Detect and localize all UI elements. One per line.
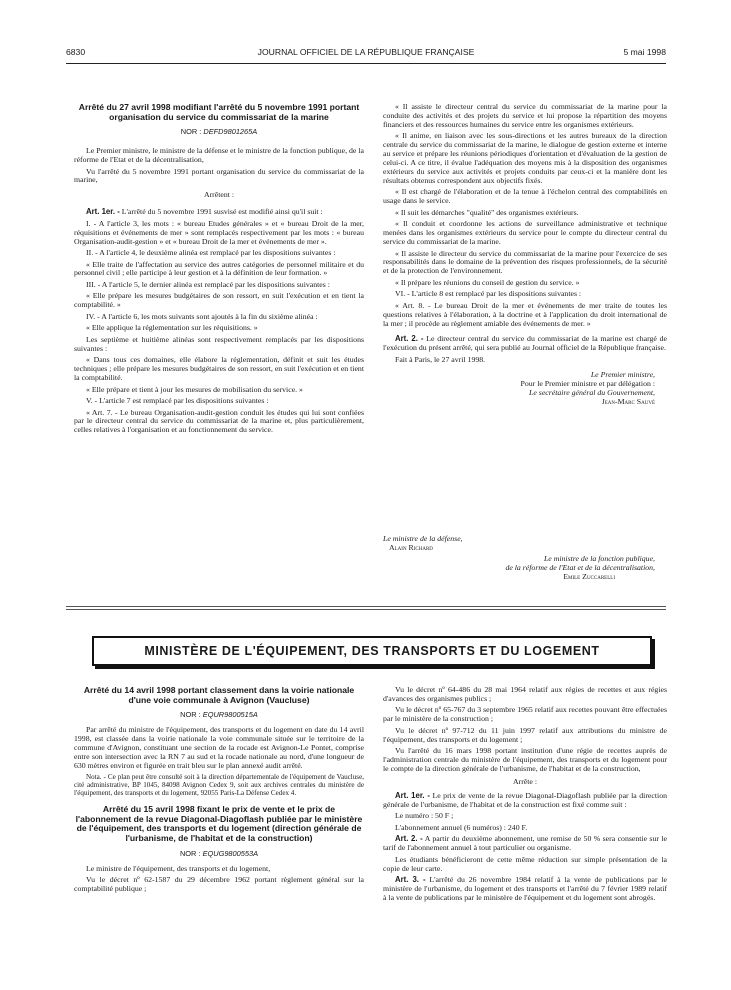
signature-line: Le secrétaire général du Gouvernement,	[529, 388, 655, 398]
decree3-students: Les étudiants bénéficieront de cette même réduction sur simple présentation de la copie de leur carte.	[383, 854, 667, 873]
decree1-item-vi: VI. - L'article 8 est remplacé par les dispositions suivantes :	[395, 289, 582, 299]
decree1-r7: « Il prépare les réunions du conseil de gestion du service. »	[395, 277, 580, 287]
signature-line: Le Premier ministre,	[590, 370, 655, 380]
decree3-nor-code: EQUG9800553A	[202, 848, 259, 858]
decree1-arretent: Arrêtent :	[203, 190, 235, 200]
decree1-item-iv: IV. - A l'article 6, les mots suivants sont ajoutés à la fin du sixième alinéa :	[86, 311, 318, 321]
section-rule	[66, 609, 666, 610]
decree1-nor-code: DEFD9801265A	[203, 127, 258, 137]
article-label: Art. 3. -	[395, 875, 426, 885]
decree1-vu: Vu l'arrêté du 5 novembre 1991 portant organisation du service du commissariat de la marine,	[74, 166, 364, 185]
decree3-vu: Vu le décret nº 65-767 du 3 septembre 1965 relatif aux recettes pouvant être effectuées par le ministère de la construction ;	[383, 705, 667, 724]
decree1-r5: « Il conduit et coordonne les actions de surveillance administrative et technique menées dans les organismes extérieurs du service pour le compte du directeur central du service du commissariat de la marine.	[383, 219, 667, 247]
decree1-r2: « Il anime, en liaison avec les sous-directions et les autres bureaux de la direction centrale du service du commissariat de la marine, le dialogue de gestion externe et interne au service et prépare les réunions périodiques d'orientation et d'évaluation de la gestion de celui-ci. A ce titre, il évalue l'adéquation des moyens mis à la disposition des organismes extérieurs du service aux activités et projets conduits par ceux-ci et la manière dont les résultats obtenus correspondent aux objectifs fixés.	[383, 131, 667, 185]
journal-title: JOURNAL OFFICIEL DE LA RÉPUBLIQUE FRANÇAISE	[257, 47, 475, 57]
decree3-vu: Vu le décret nº 97-712 du 11 juin 1997 relatif aux attributions du ministre de l'équipement, des transports et du logement ;	[383, 725, 667, 744]
signature-line: Le ministre de la défense,	[383, 534, 463, 543]
decree3-art2: Art. 2. - A partir du deuxième abonnement, une remise de 50 % sera consentie sur le tarif de l'abonnement annuel à tout particulier ou organisme.	[383, 834, 667, 853]
signatory-name: Jean-Marc Sauvé	[601, 397, 655, 407]
section-rule	[66, 606, 666, 607]
article-label: Art. 1er. -	[395, 790, 430, 800]
header-rule	[66, 63, 666, 64]
decree3-price-subscription: L'abonnement annuel (6 numéros) : 240 F.	[395, 822, 528, 832]
decree1-item-v: V. - L'article 7 est remplacé par les dispositions suivantes :	[86, 396, 269, 406]
decree1-quote-mobilisation: « Elle prépare et tient à jour les mesures de mobilisation du service. »	[86, 384, 303, 394]
decree1-quote-domaines: « Dans tous ces domaines, elle élabore la réglementation, définit et suit les études techniques ; elle prépare les mesures budgétaires de son ressort, en suit l'exécution et en tient la comptabilité.	[74, 355, 364, 383]
decree1-r6: « Il assiste le directeur du service du commissariat de la marine pour l'exercice de ses responsabilités dans le domaine de la prévention des risques professionnels, de la sécurité et de la protection de l'environnement.	[383, 248, 667, 276]
article-label: Art. 2. -	[395, 333, 424, 343]
ministry-banner: MINISTÈRE DE L'ÉQUIPEMENT, DES TRANSPORTS ET DU LOGEMENT	[92, 636, 652, 666]
decree1-left-column	[74, 103, 364, 438]
decree2-column	[74, 686, 364, 896]
article-label: Art. 2. -	[395, 834, 423, 844]
decree3-art3: Art. 3. - L'arrêté du 26 novembre 1984 relatif à la vente de publications par le ministère de l'urbanisme, du logement et des transports et l'arrêté du 7 février 1989 relatif à la vente de publications par le ministère de l'équipement et du logement sont abrogés.	[383, 875, 667, 902]
decree1-r1: « Il assiste le directeur central du service du commissariat de la marine pour la conduite des activités et des projets du service et lui propose la répartition des moyens financiers et des ressources humaines du service entre les organismes extérieurs.	[383, 102, 667, 129]
decree1-art1: Art. 1er. - L'arrêté du 5 novembre 1991 susvisé est modifié ainsi qu'il suit :	[86, 207, 323, 217]
decree2-nor-code: EQUR9800515A	[202, 710, 258, 720]
decree1-item-ii: II. - A l'article 4, le deuxième alinéa est remplacé par les dispositions suivantes :	[86, 248, 336, 258]
page-header	[66, 47, 666, 61]
article-label: Art. 1er. -	[86, 207, 120, 217]
signature-line: de la réforme de l'Etat et de la décentralisation,	[505, 563, 655, 573]
signatory-name: Emile Zuccarelli	[563, 572, 615, 582]
decree3-title: Arrêté du 15 avril 1998 fixant le prix de vente et le prix de l'abonnement de la revue Diagonal-Diagoflash publiée par le ministère de l'équipement, des transports et du logement (direction générale de l'urbanisme, de l'habitat et de la construction)	[75, 804, 363, 843]
decree1-signatures	[383, 535, 667, 585]
decree3-price-number: Le numéro : 50 F ;	[395, 811, 454, 821]
decree3-vu: Vu le décret nº 64-486 du 28 mai 1964 relatif aux régies de recettes et aux régies d'avances des organismes publics ;	[383, 685, 667, 703]
decree3-vu: Vu l'arrêté du 16 mars 1998 portant institution d'une régie de recettes auprès de l'administration centrale du ministère de l'équipement, des transports et du logement pour le compte de la direction générale de l'urbanisme, de l'habitat et de la construction,	[383, 746, 667, 774]
decree1-item-iii-quote: « Elle prépare les mesures budgétaires de son ressort, en suit l'exécution et en tient la comptabilité. »	[74, 291, 364, 310]
decree1-art8: « Art. 8. - Le bureau Droit de la mer et événements de mer traite de toutes les questions relatives à l'élaboration, à la doctrine et à l'application du droit international de la mer ; il procède au règlement amiable des événements de mer. »	[383, 300, 667, 328]
decree1-r4: « Il suit les démarches "qualité" des organismes extérieurs.	[395, 207, 579, 217]
decree1-item-iii: III. - A l'article 5, le dernier alinéa est remplacé par les dispositions suivantes :	[86, 279, 330, 289]
page-number: 6830	[66, 47, 86, 57]
decree1-fait: Fait à Paris, le 27 avril 1998.	[395, 355, 486, 365]
decree1-art7: « Art. 7. - Le bureau Organisation-audit-gestion conduit les études qui lui sont confiées par le directeur central du service du commissariat de la marine et, plus particulièrement, celles relatives à l'organisation et au fonctionnement du service.	[74, 407, 364, 435]
decree1-item-ii-quote: « Elle traite de l'affectation au service des autres catégories de personnel militaire et du personnel civil ; elle participe à leur gestion et à la définition de leur formation. »	[74, 259, 364, 278]
decree1-title: Arrêté du 27 avril 1998 modifiant l'arrêté du 5 novembre 1991 portant organisation du service du commissariat de la marine	[78, 102, 360, 122]
decree1-nor: NOR : DEFD9801265A	[180, 127, 258, 137]
decree3-nor: NOR : EQUG9800553A	[179, 848, 259, 858]
decree2-body: Par arrêté du ministre de l'équipement, des transports et du logement en date du 14 avril 1998, est classée dans la voirie nationale la voie communale située sur le territoire de la commune d'Avignon, constituant une section de la rocade est Avignon-Le Pontet, comprise entre son intersection avec la RN 7 au sud et la rocade nationale au nord, d'une longueur de 630 mètres environ et figurée en trait bleu sur le plan annexé audit arrêté.	[74, 725, 364, 770]
signature-line: Pour le Premier ministre et par délégation :	[520, 379, 655, 389]
decree1-item-iv-quote: « Elle applique la réglementation sur les réquisitions. »	[86, 323, 258, 333]
decree1-sept-huit: Les septième et huitième alinéas sont respectivement remplacés par les dispositions suivantes :	[74, 334, 364, 353]
signature-line: Le ministre de la fonction publique,	[543, 554, 655, 564]
decree3-preamble: Le ministre de l'équipement, des transports et du logement,	[86, 863, 271, 873]
issue-date: 5 mai 1998	[623, 47, 666, 57]
decree1-right-column	[383, 103, 667, 410]
decree1-r3: « Il est chargé de l'élaboration et de la tenue à l'échelon central des comptabilités en usage dans le service.	[383, 187, 667, 206]
decree3-art1: Art. 1er. - Le prix de vente de la revue Diagonal-Diagoflash publiée par la direction générale de l'urbanisme, de l'habitat et de la construction est fixé comme suit :	[383, 790, 667, 809]
decree3-right-column	[383, 686, 667, 905]
decree1-art2: Art. 2. - Le directeur central du service du commissariat de la marine est chargé de l'exécution du présent arrêté, qui sera publié au Journal officiel de la République française.	[383, 333, 668, 352]
decree2-note: Nota. - Ce plan peut être consulté soit à la direction départementale de l'équipement de Vaucluse, cité administrative, BP 1045, 84098 Avignon Cedex 9, soit aux archives centrales du ministère de l'équipement, des transports et du logement, 92055 Paris-La Défense Cedex 4.	[74, 773, 364, 798]
decree2-title: Arrêté du 14 avril 1998 portant classement dans la voirie nationale d'une voie communale à Avignon (Vaucluse)	[83, 685, 355, 705]
signatory-name: Alain Richard	[389, 542, 433, 552]
decree1-preamble: Le Premier ministre, le ministre de la défense et le ministre de la fonction publique, de la réforme de l'Etat et de la décentralisation,	[74, 146, 364, 164]
decree3-vu: Vu le décret nº 62-1587 du 29 décembre 1962 portant règlement général sur la comptabilité publique ;	[74, 875, 364, 893]
decree3-arrete: Arrête :	[512, 776, 538, 786]
decree1-item-i: I. - A l'article 3, les mots : « bureau Etudes générales » et « bureau Droit de la mer, réquisitions et événements de mer » sont remplacés respectivement par les mots : « bureau Organisation-audit-gestion » et « bureau Droit de la mer et événements de mer ».	[74, 218, 364, 246]
decree2-nor: NOR : EQUR9800515A	[180, 710, 258, 720]
